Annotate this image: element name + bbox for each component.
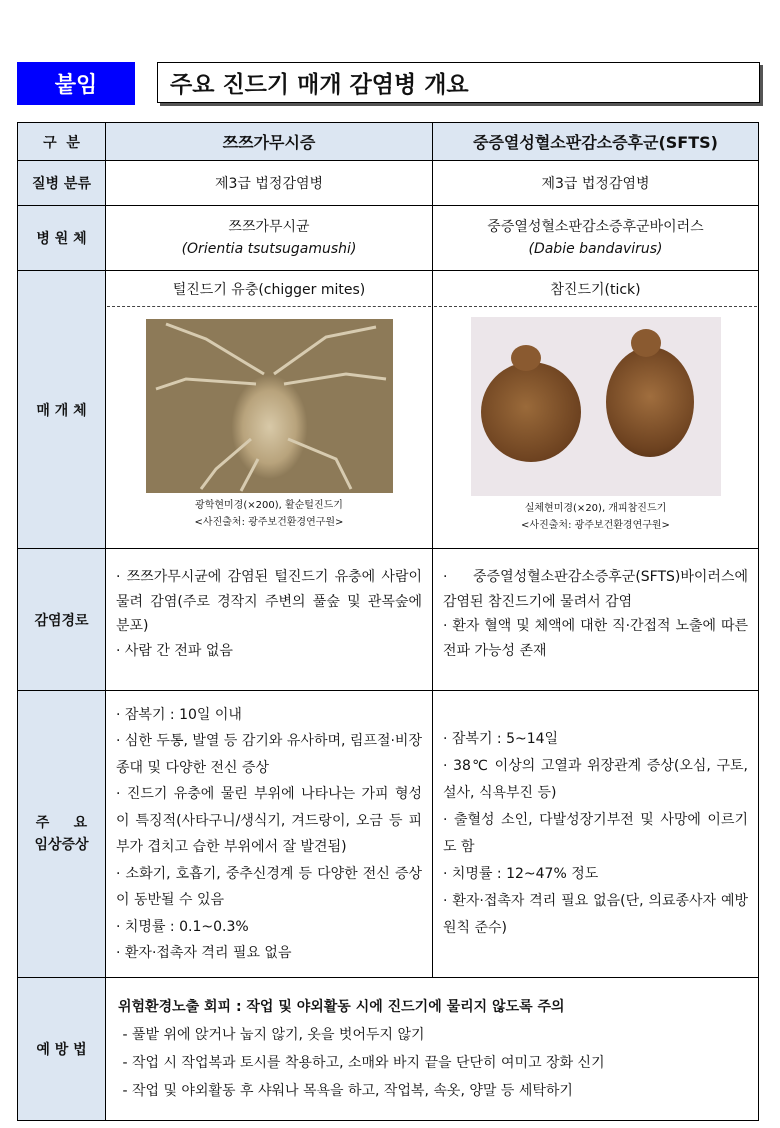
prevention-heading: 위험환경노출 회피 : 작업 및 야외활동 시에 진드기에 물리지 않도록 주의 (118, 999, 565, 1015)
vector-col2-caption: 실체현미경(×20), 개피참진드기 (524, 503, 667, 514)
symptom-col2-item: · 치명률 : 12~47% 정도 (443, 866, 599, 882)
symptom-col1-item: · 치명률 : 0.1~0.3% (116, 918, 249, 935)
route-col1-item: · 쯔쯔가무시균에 감염된 털진드기 유충에 사람이 물려 감염(주로 경작지 주변의 풀숲 및 관목숲에 분포) (116, 569, 422, 634)
symptom-col1-item: · 심한 두통, 발열 등 감기와 유사하며, 림프절·비장종대 및 다양한 전신 증상 (116, 733, 422, 776)
header-row (18, 123, 759, 161)
symptom-col2-item: · 환자·접촉자 격리 필요 없음(단, 의료종사자 예방 원칙 준수) (443, 893, 748, 936)
disease-overview-table (17, 122, 759, 1121)
pathogen-row (18, 206, 759, 271)
symptom-col2-item: · 38℃ 이상의 고열과 위장관계 증상(오심, 구토, 설사, 식욕부진 등) (443, 758, 748, 801)
vector-col2-source: <사진출처: 광주보건환경연구원> (521, 520, 670, 531)
pathogen-col1: 쯔쯔가무시균 (228, 219, 310, 235)
prevention-row (18, 978, 759, 1121)
vector-col2-name: 참진드기(tick) (434, 272, 757, 307)
header-sfts: 중증열성혈소판감소증후군(SFTS) (433, 123, 759, 161)
prevention-item: - 작업 및 야외활동 후 샤워나 목욕을 하고, 작업복, 속옷, 양말 등 세탁하기 (118, 1083, 573, 1099)
route-col2-item: · 중증열성혈소판감소증후군(SFTS)바이러스에 감염된 참진드기에 물려서 감염 (443, 569, 753, 610)
page-title: 주요 진드기 매개 감염병 개요 (157, 62, 760, 103)
route-row (18, 549, 759, 691)
symptom-col1-item: · 진드기 유충에 물린 부위에 나타나는 가피 형성이 특징적(사타구니/생식기, 겨드랑이, 오금 등 피부가 겹치고 습한 부위에서 잘 발견됨) (116, 786, 422, 855)
symptom-col2-item: · 잠복기 : 5~14일 (443, 731, 559, 747)
vector-col1-name: 털진드기 유충(chigger mites) (107, 272, 431, 307)
vector-col1-caption: 광학현미경(×200), 활순털진드기 (195, 500, 343, 511)
pathogen-col2-scientific: (Dabie bandavirus) (528, 241, 663, 257)
symptom-col1-item: · 환자·접촉자 격리 필요 없음 (116, 945, 292, 961)
classification-col1: 제3급 법정감염병 (106, 161, 433, 206)
pathogen-col1-scientific: (Orientia tsutsugamushi) (181, 241, 357, 257)
route-label: 감염경로 (18, 549, 106, 691)
prevention-item: - 작업 시 작업복과 토시를 착용하고, 소매와 바지 끝을 단단히 여미고 장화 신기 (118, 1055, 605, 1071)
header-label: 구 분 (18, 123, 106, 161)
chigger-mite-photo (146, 319, 393, 493)
classification-label: 질병 분류 (18, 161, 106, 206)
symptoms-row (18, 691, 759, 978)
pathogen-label: 병 원 체 (18, 206, 106, 271)
tick-photo (471, 317, 721, 496)
symptom-col1-item: · 잠복기 : 10일 이내 (116, 706, 242, 723)
prevention-item: - 풀밭 위에 앉거나 눕지 않기, 옷을 벗어두지 않기 (118, 1027, 425, 1043)
classification-col2: 제3급 법정감염병 (433, 161, 759, 206)
vector-row (18, 271, 759, 549)
route-col2-item: · 환자 혈액 및 체액에 대한 직·간접적 노출에 따른 전파 가능성 존재 (443, 618, 748, 659)
symptoms-label-1: 주 요 (35, 815, 88, 831)
attachment-badge: 붙임 (17, 62, 135, 105)
vector-col1-source: <사진출처: 광주보건환경연구원> (194, 517, 344, 528)
classification-row (18, 161, 759, 206)
vector-label: 매 개 체 (18, 271, 106, 549)
header-tsutsugamushi: 쯔쯔가무시증 (106, 123, 433, 161)
route-col1-item: · 사람 간 전파 없음 (116, 642, 233, 659)
symptoms-label-2: 임상증상 (34, 837, 89, 853)
symptom-col1-item: · 소화기, 호흡기, 중추신경계 등 다양한 전신 증상이 동반될 수 있음 (116, 865, 422, 908)
prevention-label: 예 방 법 (18, 978, 106, 1121)
pathogen-col2: 중증열성혈소판감소증후군바이러스 (487, 219, 704, 235)
symptom-col2-item: · 출혈성 소인, 다발성장기부전 및 사망에 이르기도 함 (443, 812, 748, 855)
